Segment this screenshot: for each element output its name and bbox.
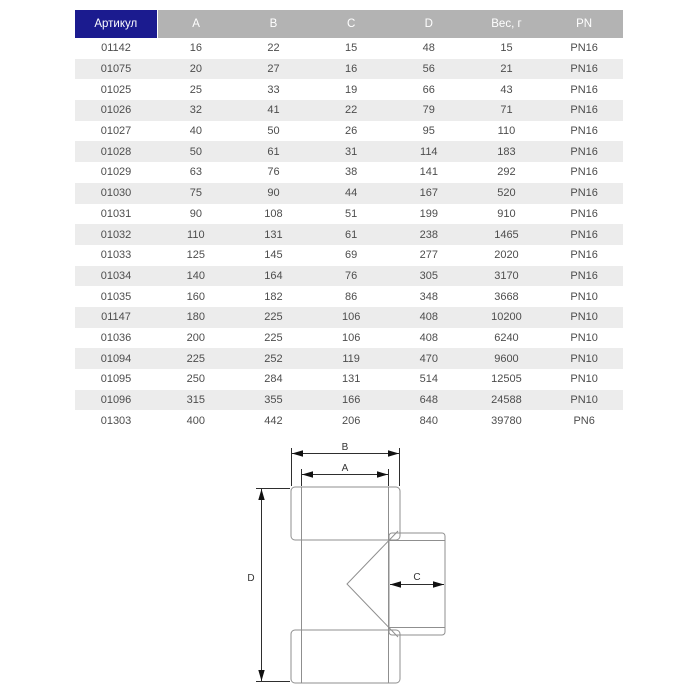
table-cell: 3668: [494, 290, 519, 303]
table-row: [75, 121, 623, 142]
table-cell: 131: [341, 373, 361, 386]
table-cell: 01027: [100, 125, 132, 138]
arrow-c-left: [390, 581, 401, 587]
table-cell: 167: [419, 187, 438, 200]
table-cell: 106: [341, 331, 361, 344]
table-cell: 140: [186, 269, 205, 282]
table-cell: 44: [345, 187, 358, 200]
table-cell: 32: [189, 104, 202, 117]
table-cell: 01095: [100, 373, 132, 386]
dim-label-d: D: [247, 573, 255, 584]
arrow-d-top: [258, 489, 264, 500]
table-cell: 284: [264, 373, 283, 386]
table-cell: 183: [497, 145, 516, 158]
column-header-d: D: [390, 10, 468, 38]
table-cell: 16: [189, 42, 202, 55]
table-cell: 9600: [494, 352, 519, 365]
table-cell: 25: [189, 83, 202, 96]
table-cell: 21: [500, 63, 513, 76]
table-cell: 01030: [100, 187, 132, 200]
table-cell: PN10: [570, 331, 598, 344]
table-cell: 238: [419, 228, 438, 241]
arrow-b-left: [292, 450, 303, 456]
table-cell: 470: [419, 352, 438, 365]
table-cell: 61: [345, 228, 358, 241]
arrow-b-right: [388, 450, 399, 456]
table-row: [75, 286, 623, 307]
table-cell: PN10: [570, 311, 598, 324]
table-cell: 250: [186, 373, 205, 386]
table-cell: 355: [264, 394, 283, 407]
table-cell: 22: [267, 42, 280, 55]
table-cell: 225: [264, 311, 283, 324]
table-cell: 15: [345, 42, 358, 55]
arrow-a-right: [377, 471, 388, 477]
table-cell: 225: [264, 331, 283, 344]
table-cell: 145: [264, 249, 283, 262]
table-cell: 292: [497, 166, 516, 179]
table-cell: 43: [500, 83, 513, 96]
table-cell: 252: [264, 352, 283, 365]
table-cell: 01036: [100, 331, 132, 344]
table-cell: 3170: [494, 269, 519, 282]
table-cell: 200: [186, 331, 205, 344]
table-body: [75, 38, 623, 431]
table-cell: 114: [420, 145, 438, 158]
column-header-a: A: [157, 10, 235, 38]
table-cell: 01033: [100, 249, 132, 262]
table-row: [75, 390, 623, 411]
table-cell: 90: [267, 187, 280, 200]
table-cell: 840: [419, 414, 438, 427]
table-row: [75, 266, 623, 287]
table-cell: 50: [267, 125, 280, 138]
table-cell: 39780: [491, 414, 522, 427]
table-cell: 31: [345, 145, 358, 158]
table-cell: 76: [345, 269, 358, 282]
table-row: [75, 183, 623, 204]
table-cell: 26: [345, 125, 358, 138]
table-cell: 20: [189, 63, 202, 76]
top-socket: [291, 487, 400, 540]
column-header-weight: Вес, г: [468, 10, 546, 38]
table-row: [75, 141, 623, 162]
table-row: [75, 38, 623, 59]
table-cell: 56: [422, 63, 435, 76]
table-cell: 51: [345, 207, 358, 220]
table-cell: 61: [267, 145, 280, 158]
table-cell: PN16: [570, 228, 598, 241]
arrow-a-left: [302, 471, 313, 477]
table-cell: 10200: [491, 311, 522, 324]
table-cell: 199: [419, 207, 438, 220]
table-cell: 95: [422, 125, 435, 138]
table-row: [75, 328, 623, 349]
table-cell: 141: [419, 166, 438, 179]
column-header-c: C: [312, 10, 390, 38]
table-cell: 48: [422, 42, 435, 55]
table-cell: 66: [422, 83, 435, 96]
table-cell: 6240: [494, 331, 519, 344]
table-cell: 119: [342, 352, 360, 365]
table-row: [75, 100, 623, 121]
table-cell: 01303: [100, 414, 132, 427]
header-row: [75, 10, 623, 38]
table-cell: 206: [341, 414, 361, 427]
table-row: [75, 59, 623, 80]
table-row: [75, 245, 623, 266]
table-cell: 1465: [494, 228, 519, 241]
table-cell: 01075: [100, 63, 132, 76]
table-cell: 110: [497, 125, 516, 138]
table-cell: 63: [189, 166, 202, 179]
table-cell: 442: [264, 414, 283, 427]
table-cell: 01094: [100, 352, 132, 365]
table-cell: 41: [267, 104, 280, 117]
table-cell: 24588: [491, 394, 522, 407]
column-header-article: Артикул: [75, 10, 157, 38]
table-cell: 79: [422, 104, 435, 117]
dim-label-c: C: [413, 572, 421, 583]
table-cell: 71: [500, 104, 513, 117]
dimension-arrows: [258, 450, 444, 681]
table-cell: 69: [345, 249, 358, 262]
table-cell: 16: [345, 63, 358, 76]
table-cell: 33: [267, 83, 280, 96]
table-cell: 76: [267, 166, 280, 179]
table-cell: PN16: [570, 42, 598, 55]
table-row: [75, 410, 623, 431]
table-cell: 01026: [100, 104, 132, 117]
dimension-labels: [247, 442, 420, 584]
table-row: [75, 224, 623, 245]
dim-label-a: A: [341, 463, 349, 474]
table-cell: 01029: [100, 166, 132, 179]
table-cell: PN16: [570, 207, 598, 220]
table-cell: PN16: [570, 145, 598, 158]
table-cell: 110: [187, 228, 205, 241]
table-cell: 315: [186, 394, 205, 407]
table-cell: 90: [189, 207, 202, 220]
table-cell: 01142: [101, 42, 131, 55]
table-cell: 2020: [494, 249, 519, 262]
arrow-d-bottom: [258, 670, 264, 681]
table-cell: 40: [189, 125, 202, 138]
table-cell: 19: [345, 83, 358, 96]
table-cell: PN16: [570, 125, 598, 138]
table-header: [75, 10, 623, 38]
table-cell: PN6: [573, 414, 595, 427]
table-cell: 305: [419, 269, 438, 282]
table-cell: 38: [345, 166, 358, 179]
table-cell: 01032: [100, 228, 132, 241]
table-cell: PN10: [570, 394, 598, 407]
table-cell: 131: [264, 228, 283, 241]
table-cell: 164: [264, 269, 283, 282]
table-cell: 86: [345, 290, 358, 303]
table-cell: 408: [419, 311, 438, 324]
tee-fitting-diagram: [240, 440, 455, 692]
table-row: [75, 162, 623, 183]
table-cell: 166: [341, 394, 361, 407]
table-cell: 12505: [491, 373, 522, 386]
table-cell: PN10: [570, 373, 598, 386]
table-cell: 348: [419, 290, 438, 303]
table-cell: 01147: [101, 311, 131, 324]
table-cell: 400: [186, 414, 205, 427]
bottom-socket: [291, 630, 400, 683]
table-cell: PN10: [570, 290, 598, 303]
table-cell: 225: [186, 352, 205, 365]
table-cell: 50: [189, 145, 202, 158]
table-cell: 408: [419, 331, 438, 344]
table-cell: 277: [419, 249, 438, 262]
table-cell: PN16: [570, 269, 598, 282]
table-cell: 01035: [100, 290, 132, 303]
table-cell: PN16: [570, 63, 598, 76]
table-row: [75, 204, 623, 225]
table-cell: 01031: [100, 207, 132, 220]
table-cell: 01025: [100, 83, 132, 96]
table-cell: 01034: [100, 269, 132, 282]
table-cell: PN16: [570, 104, 598, 117]
table-cell: 520: [497, 187, 516, 200]
column-header-b: B: [235, 10, 313, 38]
table-cell: 182: [264, 290, 283, 303]
table-cell: 160: [186, 290, 205, 303]
table-cell: 106: [341, 311, 361, 324]
table-cell: 648: [419, 394, 438, 407]
column-header-pn: PN: [545, 10, 623, 38]
table-row: [75, 369, 623, 390]
table-cell: PN16: [570, 166, 598, 179]
table-cell: 75: [189, 187, 202, 200]
table-cell: 22: [345, 104, 358, 117]
table-cell: PN16: [570, 249, 598, 262]
table-row: [75, 307, 623, 328]
dimension-lines: [256, 448, 444, 682]
table-cell: 15: [500, 42, 513, 55]
table-row: [75, 79, 623, 100]
table-cell: 180: [186, 311, 205, 324]
arrow-c-right: [433, 581, 444, 587]
table-cell: PN10: [570, 352, 598, 365]
table-cell: PN16: [570, 187, 598, 200]
table-cell: 01028: [100, 145, 132, 158]
table-cell: 125: [186, 249, 205, 262]
table-cell: 27: [267, 63, 280, 76]
dim-label-b: B: [341, 442, 349, 453]
table-cell: PN16: [570, 83, 598, 96]
table-cell: 108: [264, 207, 283, 220]
spec-table: [75, 10, 623, 431]
table-cell: 01096: [100, 394, 132, 407]
table-cell: 514: [419, 373, 438, 386]
table-cell: 910: [497, 207, 516, 220]
table-row: [75, 348, 623, 369]
